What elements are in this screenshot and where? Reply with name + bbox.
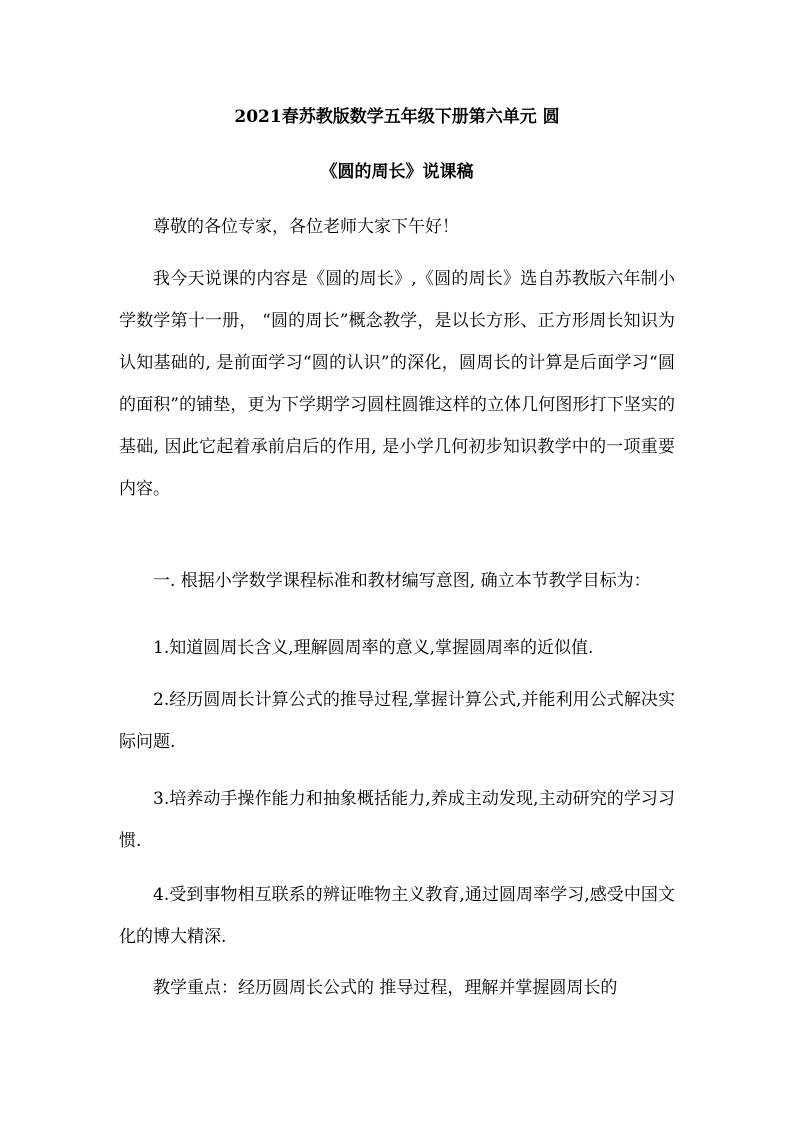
- document-title: 2021春苏教版数学五年级下册第六单元 圆: [234, 107, 560, 127]
- paragraph-objective-1: 1.知道圆周长含义,理解圆周率的意义,掌握圆周率的近似值.: [153, 638, 594, 658]
- paragraph-objective-2: 2.经历圆周长计算公式的推导过程,掌握计算公式,并能利用公式解决实际问题.: [119, 690, 675, 752]
- paragraph-key-points: 教学重点：经历圆周长公式的 推导过程，理解并掌握圆周长的: [153, 978, 618, 998]
- paragraph-objective-4: 4.受到事物相互联系的辨证唯物主义教育,通过圆周率学习,感受中国文化的博大精深.: [119, 885, 675, 947]
- document-subtitle: 《圆的周长》说课稿: [320, 162, 474, 182]
- paragraph-objective-3: 3.培养动手操作能力和抽象概括能力,养成主动发现,主动研究的学习习惯.: [119, 789, 675, 851]
- paragraph-introduction: 我今天说课的内容是《圆的周长》,《圆的周长》选自苏教版六年制小学数学第十一册， “圆的周长”概念教学，是以长方形、正方形周长知识为认知基础的, 是前面学习“圆的认识”的深化，圆周长的计算是后面学习“圆的面积”的铺垫，更为下学期学习圆柱圆锥这样的立体几何图形打下坚实的基础, 因此它起着承前启后的作用, 是小学几何初步知识教学中的一项重要内容。: [119, 269, 675, 499]
- paragraph-objectives-heading: 一. 根据小学数学课程标准和教材编写意图, 确立本节教学目标为：: [153, 571, 651, 591]
- paragraph-greeting: 尊敬的各位专家，各位老师大家下午好！: [153, 217, 459, 237]
